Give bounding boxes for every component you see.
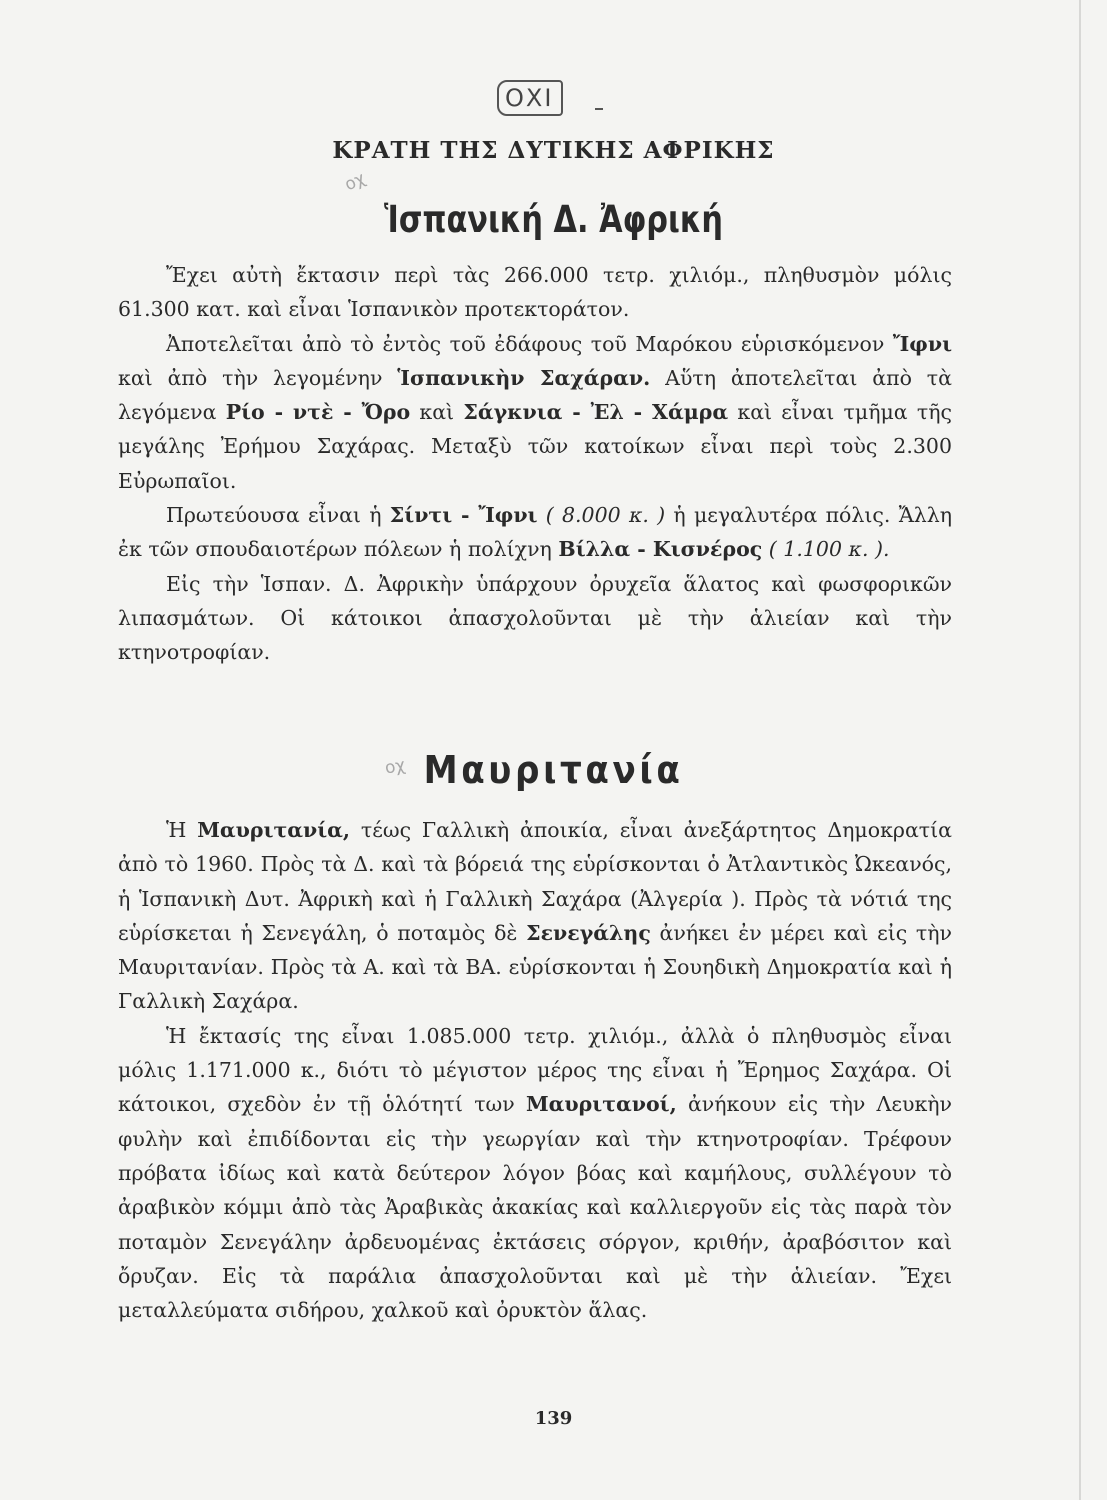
paragraph: Ἡ ἔκτασίς της εἶναι 1.085.000 τετρ. χιλιόμ., ἀλλὰ ὁ πληθυσμὸς εἶναι μόλις 1.171.000 κ., διότι τὸ μέγιστον μέρος της εἶναι ἡ Ἔρημος Σαχάρα. Οἱ κάτοικοι, σχεδὸν ἐν τῇ ὁλότητί των Μαυριτανοί, ἀνήκουν εἰς τὴν Λευκὴν φυλὴν καὶ ἐπιδίδονται εἰς τὴν γεωργίαν καὶ τὴν κτηνοτροφίαν. Τρέφουν πρόβατα ἰδίως καὶ κατὰ δεύτερον λόγον βόας καὶ καμήλους, συλλέγουν τὸ ἀραβικὸν κόμμι ἀπὸ τὰς Ἀραβικὰς ἀκακίας καὶ καλλιεργοῦν εἰς τὰς παρὰ τὸν ποταμὸν Σενεγάλην ἀρδευομένας ἐκτάσεις σόργον, κριθήν, ἀραβόσιτον καὶ ὄρυζαν. Εἰς τὰ παράλια ἀπασχολοῦνται καὶ μὲ τὴν ἁλιείαν. Ἔχει μεταλλεύματα σιδήρου, χαλκοῦ καὶ ὀρυκτὸν ἅλας. (118, 1023, 952, 1323)
stamp-underline (595, 108, 603, 110)
page-number: 139 (534, 1408, 573, 1429)
paragraph: Ἡ Μαυριτανία, τέως Γαλλικὴ ἀποικία, εἶναι ἀνεξάρτητος Δημοκρατία ἀπὸ τὸ 1960. Πρὸς τὰ Δ. καὶ τὰ βόρειά της εὑρίσκονται ὁ Ἀτλαντικὸς Ὠκεανός, ἡ Ἱσπανικὴ Δυτ. Ἀφρικὴ καὶ ἡ Γαλλικὴ Σαχάρα (Ἀλγερία ). Πρὸς τὰ νότιά της εὑρίσκεται ἡ Σενεγάλη, ὁ ποταμὸς δὲ Σενεγάλης ἀνήκει ἐν μέρει καὶ εἰς τὴν Μαυριτανίαν. Πρὸς τὰ Α. καὶ τὰ ΒΑ. εὑρίσκονται ἡ Σουηδικὴ Δημοκρατία καὶ ἡ Γαλλικὴ Σαχάρα. (118, 818, 953, 1014)
paragraph: Πρωτεύουσα εἶναι ἡ Σίντι - Ἴφνι ( 8.000 κ. ) ἡ μεγαλυτέρα πόλις. Ἄλλη ἐκ τῶν σπουδαιοτέρων πόλεων ἡ πολίχνη Βίλλα - Κισνέρος ( 1.100 κ. ). (118, 503, 953, 562)
pencil-note: οχ (341, 168, 369, 196)
paragraph: Ἀποτελεῖται ἀπὸ τὸ ἐντὸς τοῦ ἐδάφους τοῦ Μαρόκου εὑρισκόμενον Ἴφνι καὶ ἀπὸ τὴν λεγομένην Ἱσπανικὴν Σαχάραν. Αὕτη ἀποτελεῖται ἀπὸ τὰ λεγόμενα Ρίο - ντὲ - Ὄρο καὶ Σάγκνια - Ἐλ - Χάμρα καὶ εἶναι τμῆμα τῆς μεγάλης Ἐρήμου Σαχάρας. Μεταξὺ τῶν κατοίκων εἶναι περὶ τοὺς 2.300 Εὐρωπαῖοι. (118, 331, 952, 493)
pencil-note: οχ (383, 755, 407, 779)
section-body-spanish-west-africa (118, 258, 952, 670)
section-body-mauritania (118, 813, 952, 1327)
page-edge-line (1079, 0, 1081, 1500)
paragraph: Ἔχει αὐτὴ ἔκτασιν περὶ τὰς 266.000 τετρ. χιλιόμ., πληθυσμὸν μόλις 61.300 κατ. καὶ εἶναι Ἱσπανικὸν προτεκτοράτον. (118, 263, 952, 322)
handwritten-stamp: ΟΧΙ (497, 80, 563, 116)
section-heading-mauritania: Μαυριτανία (423, 748, 684, 792)
paragraph: Εἰς τὴν Ἱσπαν. Δ. Ἀφρικὴν ὑπάρχουν ὀρυχεῖα ἅλατος καὶ φωσφορικῶν λιπασμάτων. Οἱ κάτοικοι ἀπασχολοῦνται μὲ τὴν ἁλιείαν καὶ τὴν κτηνοτροφίαν. (118, 571, 952, 665)
page-title: ΚΡΑΤΗ ΤΗΣ ΔΥΤΙΚΗΣ ΑΦΡΙΚΗΣ (332, 137, 775, 164)
section-heading-spanish-west-africa: Ἱσπανική Δ. Ἀφρική (383, 198, 723, 241)
